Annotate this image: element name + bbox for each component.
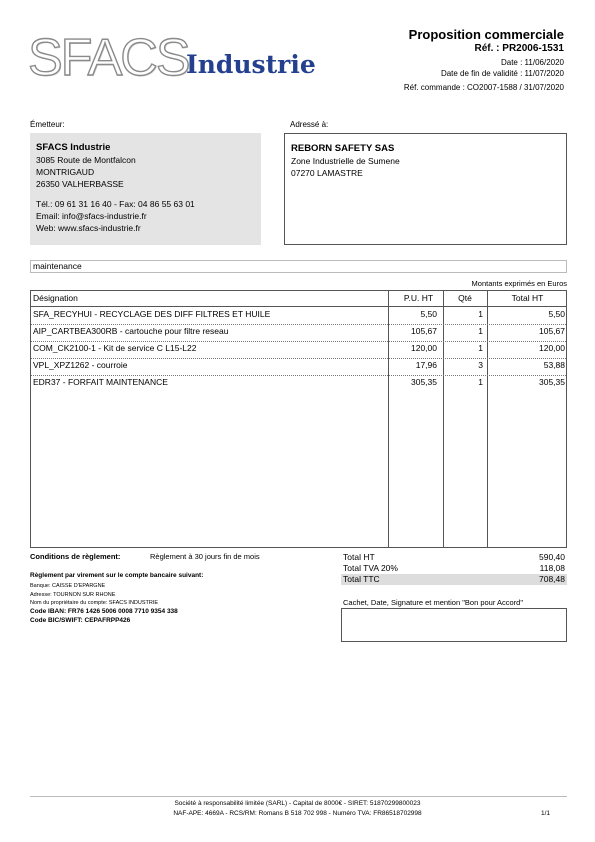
order-reference: Réf. commande : CO2007-1588 / 31/07/2020 <box>403 83 564 92</box>
payment-conditions-label: Conditions de règlement: <box>30 552 121 561</box>
row-unit-price: 120,00 <box>411 343 437 353</box>
bank-transfer-title: Règlement par virement sur le compte bancaire suivant: <box>30 572 204 579</box>
row-total: 53,88 <box>543 360 565 370</box>
total-ttc-value: 708,48 <box>539 574 565 584</box>
table-row <box>31 341 566 359</box>
emitter-address1: 3085 Route de Montfalcon <box>36 155 136 165</box>
row-total: 105,67 <box>539 326 565 336</box>
row-total: 5,50 <box>548 309 565 319</box>
total-ht-value: 590,40 <box>539 552 565 562</box>
emitter-address3: 26350 VALHERBASSE <box>36 179 124 189</box>
payment-conditions-value: Règlement à 30 jours fin de mois <box>150 552 260 561</box>
row-quantity: 1 <box>478 343 483 353</box>
bank-name: Banque: CAISSE D'EPARGNE <box>30 583 106 589</box>
emitter-phone: Tél.: 09 61 31 16 40 - Fax: 04 86 55 63 01 <box>36 199 195 209</box>
recipient-box <box>284 133 567 245</box>
row-designation: COM_CK2100-1 - Kit de service C L15-L22 <box>33 343 197 353</box>
document-title: Proposition commerciale <box>408 27 564 42</box>
header-unit-price: P.U. HT <box>403 293 434 303</box>
row-quantity: 1 <box>478 309 483 319</box>
row-designation: SFA_RECYHUI - RECYCLAGE DES DIFF FILTRES ET HUILE <box>33 309 271 319</box>
emitter-address2: MONTRIGAUD <box>36 167 95 177</box>
validity-date: Date de fin de validité : 11/07/2020 <box>440 69 564 78</box>
header-designation: Désignation <box>33 293 78 303</box>
logo-industrie-text: Industrie <box>186 50 316 79</box>
signature-label: Cachet, Date, Signature et mention "Bon pour Accord" <box>343 598 524 607</box>
row-unit-price: 305,35 <box>411 377 437 387</box>
emitter-box <box>30 133 261 245</box>
total-tva-label: Total TVA 20% <box>343 563 398 573</box>
row-quantity: 3 <box>478 360 483 370</box>
emitter-name: SFACS Industrie <box>36 142 111 153</box>
items-table <box>30 290 567 548</box>
footer-legal-line1: Société à responsabilité limitée (SARL) - Capital de 8000€ - SIRET: 51870299800023 <box>174 800 421 807</box>
row-unit-price: 5,50 <box>420 309 437 319</box>
row-unit-price: 105,67 <box>411 326 437 336</box>
row-total: 305,35 <box>539 377 565 387</box>
total-ttc-row <box>341 574 567 585</box>
emitter-label: Émetteur: <box>30 120 65 129</box>
logo-sfacs-text: SFACS <box>28 29 189 87</box>
row-total: 120,00 <box>539 343 565 353</box>
bank-address: Adresse: TOURNON SUR RHONE <box>30 592 116 598</box>
row-designation: AIP_CARTBEA300RB - cartouche pour filtre reseau <box>33 326 229 336</box>
recipient-address1: Zone Industrielle de Sumene <box>291 156 400 166</box>
recipient-name: REBORN SAFETY SAS <box>291 143 395 154</box>
row-designation: VPL_XPZ1262 - courroie <box>33 360 128 370</box>
bank-iban: Code IBAN: FR76 1426 5006 0008 7710 9354 338 <box>30 608 178 615</box>
total-tva-value: 118,08 <box>539 563 565 573</box>
total-tva-row <box>341 563 567 574</box>
bank-bic: Code BIC/SWIFT: CEPAFRPP426 <box>30 617 131 624</box>
company-logo <box>28 30 318 88</box>
row-quantity: 1 <box>478 377 483 387</box>
row-designation: EDR37 - FORFAIT MAINTENANCE <box>33 377 168 387</box>
table-row <box>31 375 566 392</box>
row-unit-price: 17,96 <box>415 360 437 370</box>
emitter-email: Email: info@sfacs-industrie.fr <box>36 211 147 221</box>
total-ht-row <box>341 552 567 563</box>
header-total: Total HT <box>511 293 544 303</box>
total-ttc-label: Total TTC <box>343 574 380 584</box>
row-quantity: 1 <box>478 326 483 336</box>
totals-block <box>341 552 567 585</box>
document-date: Date : 11/06/2020 <box>500 58 564 67</box>
amounts-note: Montants exprimés en Euros <box>471 279 567 288</box>
table-row <box>31 324 566 342</box>
total-ht-label: Total HT <box>343 552 375 562</box>
table-row <box>31 307 566 325</box>
emitter-web: Web: www.sfacs-industrie.fr <box>36 223 141 233</box>
recipient-address2: 07270 LAMASTRE <box>291 168 363 178</box>
footer-legal-line2: NAF-APE: 4669A - RCS/RM: Romans B 518 702 998 - Numéro TVA: FR86518702998 <box>173 810 422 817</box>
header-quantity: Qté <box>458 293 472 303</box>
bank-owner: Nom du propriétaire du compte: SFACS INDUSTRIE <box>30 600 159 606</box>
signature-box <box>341 608 567 642</box>
table-row <box>31 358 566 376</box>
document-reference: Réf. : PR2006-1531 <box>474 43 564 54</box>
subject-field: maintenance <box>30 260 567 273</box>
page-number: 1/1 <box>540 810 550 817</box>
recipient-label: Adressé à: <box>290 120 329 129</box>
table-header <box>31 291 566 307</box>
footer-divider <box>30 796 567 797</box>
